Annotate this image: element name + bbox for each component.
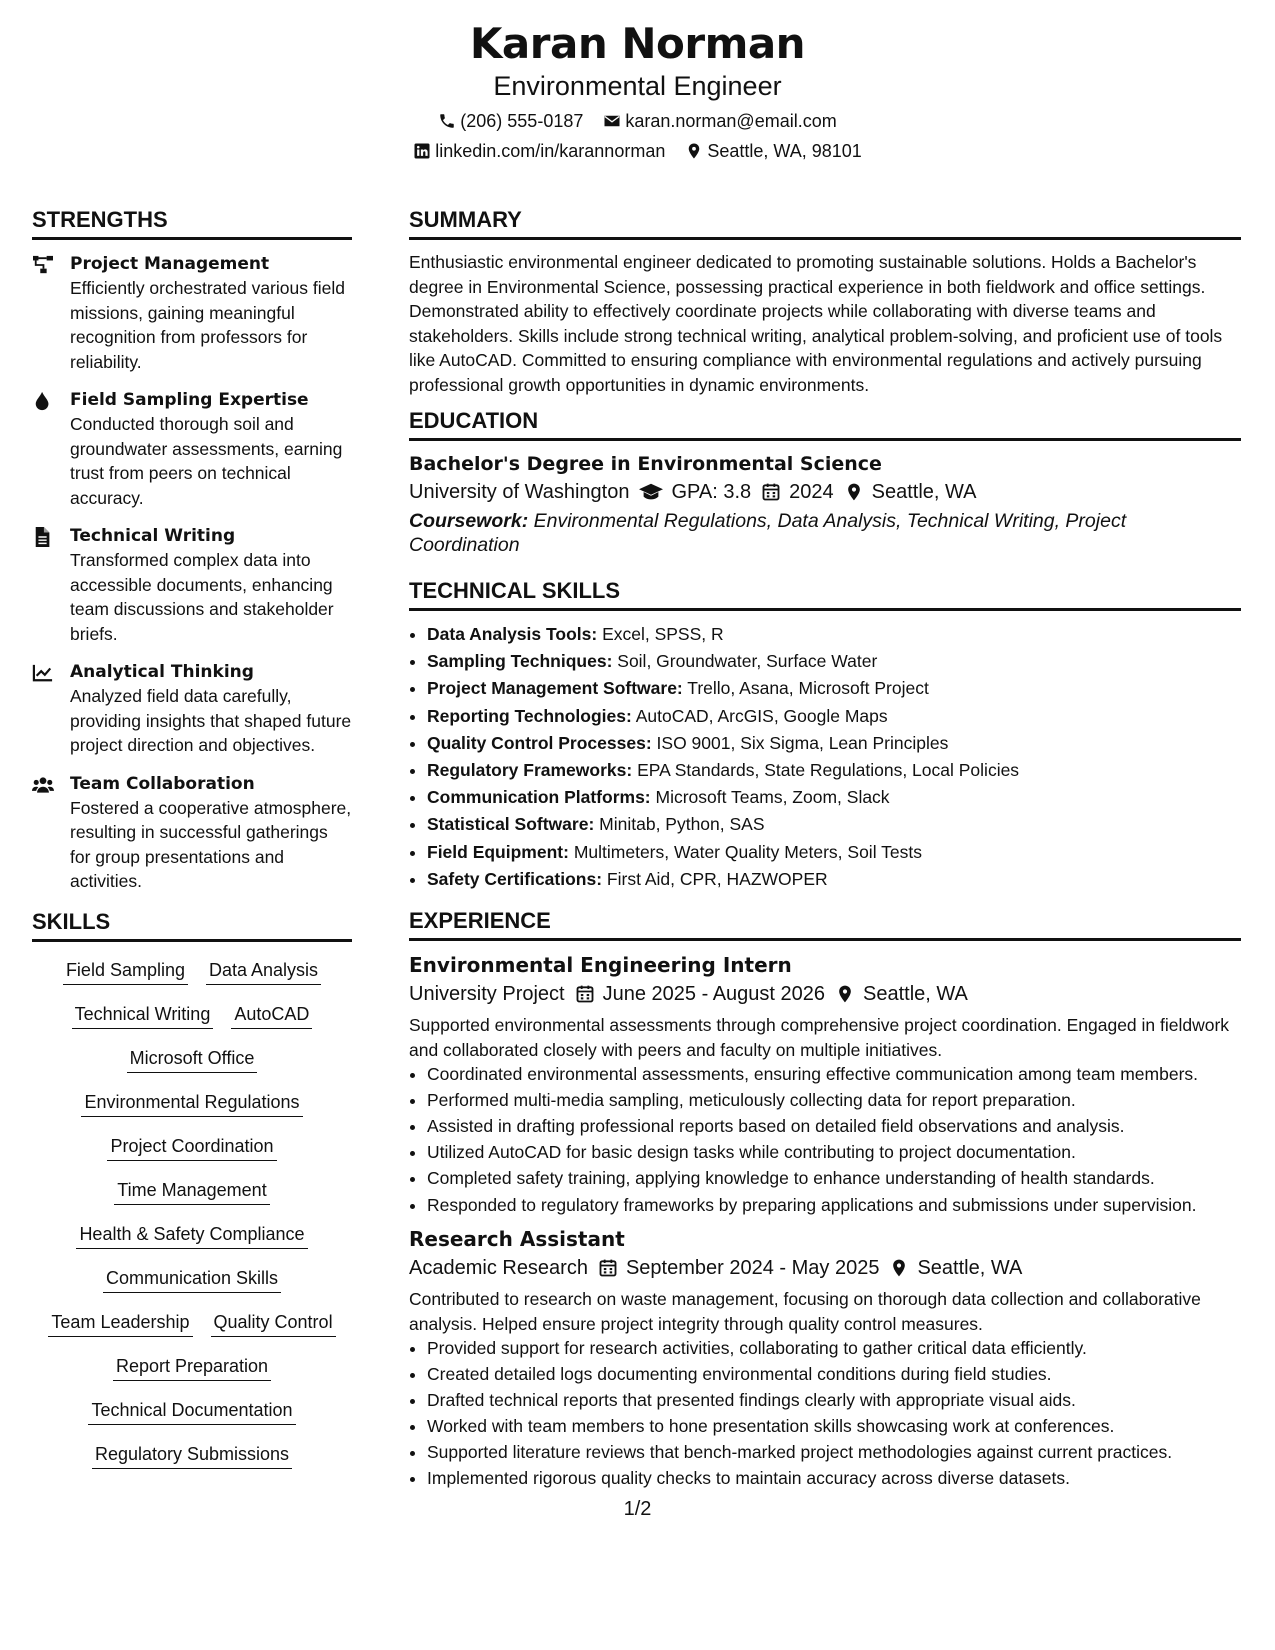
strength-title: Analytical Thinking: [70, 662, 254, 682]
job-org: University Project: [409, 983, 565, 1006]
strength-desc: Analyzed field data carefully, providing insights that shaped future project direction and objectives.: [70, 686, 352, 755]
strength-item: [32, 252, 352, 374]
left-column: [32, 206, 352, 1486]
users-icon: [32, 775, 54, 795]
tech-skill-item: [427, 621, 1241, 648]
job-entry: [409, 1225, 1241, 1491]
job-bullet: • Assisted in drafting professional reports based on detailed field observations and analysis.: [427, 1114, 1241, 1139]
contact-row-1: [0, 109, 1275, 133]
linkedin-contact[interactable]: [413, 139, 665, 163]
job-bullet: • Coordinated environmental assessments, ensuring effective communication among team members.: [427, 1062, 1241, 1087]
job-bullet: • Utilized AutoCAD for basic design tasks while contributing to project documentation.: [427, 1140, 1241, 1165]
skill-tag: Technical Documentation: [88, 1398, 295, 1425]
strength-title: Technical Writing: [70, 526, 236, 546]
graduation-cap-icon: [639, 482, 663, 502]
school-name: University of Washington: [409, 481, 630, 503]
email-text[interactable]: karan.norman@email.com: [625, 111, 837, 131]
tech-skill-value: Trello, Asana, Microsoft Project: [687, 678, 929, 699]
summary-text: Enthusiastic environmental engineer dedicated to promoting sustainable solutions. Holds a Bachelor's degree in Environmental Science, possessing practical experience in both fieldwork and office settings. Demonstrated ability to effectively coordinate projects while collaborating with diverse teams and stakeholders. Skills include strong technical writing, analytical problem-solving, and proficient use of tools like AutoCAD. Committed to ensuring compliance with environmental regulations and actively pursuing professional growth opportunities in dynamic environments.: [409, 252, 1223, 395]
job-description: Contributed to research on waste management, focusing on thorough data collection and collaborative analysis. Helped ensure project integrity through quality control measures.: [409, 1289, 1201, 1334]
job-org: Academic Research: [409, 1257, 588, 1279]
strength-item: [32, 660, 352, 758]
right-column: [409, 206, 1241, 1493]
job-bullet: • Provided support for research activities, collaborating to gather critical data efficiently.: [427, 1336, 1241, 1361]
tech-skill-label: Sampling Techniques:: [427, 651, 613, 672]
tech-skill-value: Multimeters, Water Quality Meters, Soil Tests: [573, 841, 922, 862]
linkedin-text[interactable]: linkedin.com/in/karannorman: [435, 141, 666, 161]
map-pin-icon: [685, 142, 703, 160]
job-location: Seattle, WA: [863, 983, 968, 1006]
tech-skill-value: Microsoft Teams, Zoom, Slack: [655, 787, 890, 808]
strength-item: [32, 772, 352, 894]
job-bullet: • Worked with team members to hone presentation skills showcasing work at conferences.: [427, 1414, 1241, 1439]
sitemap-icon: [32, 255, 54, 275]
tech-skill-label: Safety Certifications:: [427, 868, 603, 889]
job-meta: [409, 979, 1241, 1009]
tech-skill-label: Reporting Technologies:: [427, 705, 632, 726]
coursework-label: Coursework:: [409, 510, 529, 532]
tech-skill-label: Data Analysis Tools:: [427, 624, 598, 644]
skill-tag: Technical Writing: [72, 1002, 214, 1029]
tech-skill-value: First Aid, CPR, HAZWOPER: [606, 868, 828, 889]
strength-item: [32, 524, 352, 646]
tech-skill-item: [427, 675, 1241, 702]
strengths-list: [32, 250, 352, 894]
phone-text: (206) 555-0187: [460, 111, 584, 131]
strength-desc: Transformed complex data into accessible documents, enhancing team discussions and stakeholder briefs.: [70, 550, 334, 644]
tech-skill-item: [427, 648, 1241, 675]
skill-tag: Team Leadership: [48, 1310, 192, 1337]
page-number: 1/2: [623, 1498, 652, 1520]
location-text: Seattle, WA, 98101: [707, 141, 862, 161]
strength-item: [32, 388, 352, 510]
skill-tag: Health & Safety Compliance: [76, 1222, 307, 1249]
job-bullet: • Drafted technical reports that presented findings clearly with appropriate visual aids.: [427, 1388, 1241, 1413]
chart-line-icon: [32, 663, 54, 683]
coursework-list: Environmental Regulations, Data Analysis, Technical Writing, Project Coordination: [409, 510, 1127, 556]
envelope-icon: [603, 112, 621, 130]
strength-desc: Fostered a cooperative atmosphere, resulting in successful gatherings for group presentations and activities.: [70, 797, 352, 891]
education-meta: [409, 477, 1241, 507]
skill-tag: Project Coordination: [107, 1134, 276, 1161]
job-bullet: • Completed safety training, applying knowledge to enhance understanding of health standards.: [427, 1166, 1241, 1191]
gpa-text: GPA: 3.8: [671, 481, 752, 503]
skill-tag: Microsoft Office: [127, 1046, 258, 1073]
strengths-heading: STRENGTHS: [32, 206, 352, 240]
tech-skill-item: [427, 811, 1241, 838]
tech-skill-value: Minitab, Python, SAS: [599, 814, 765, 835]
skill-tag: Communication Skills: [103, 1266, 281, 1293]
tech-skill-label: Quality Control Processes:: [427, 732, 652, 753]
tech-skill-item: [427, 866, 1241, 893]
tech-skill-label: Regulatory Frameworks:: [427, 760, 633, 781]
location-contact: [685, 139, 861, 163]
skill-tag: Data Analysis: [206, 958, 321, 985]
tech-skill-value: ISO 9001, Six Sigma, Lean Principles: [656, 732, 949, 753]
droplet-icon: [32, 391, 54, 411]
strength-title: Project Management: [70, 254, 270, 274]
linkedin-icon: [413, 142, 431, 160]
job-title: Research Assistant: [409, 1227, 625, 1251]
skills-list: [32, 952, 352, 1469]
job-meta: [409, 1253, 1241, 1283]
job-bullets: [409, 1062, 1241, 1217]
tech-skill-label: Project Management Software:: [427, 678, 683, 699]
calendar-icon: [598, 1258, 618, 1278]
job-bullet: • Created detailed logs documenting environmental conditions during field studies.: [427, 1362, 1241, 1387]
strength-title: Field Sampling Expertise: [70, 390, 309, 410]
skills-heading: SKILLS: [32, 908, 352, 942]
coursework: [409, 509, 1241, 557]
document-icon: [32, 527, 54, 547]
degree-name: Bachelor's Degree in Environmental Science: [409, 453, 882, 475]
tech-skill-label: Field Equipment:: [427, 841, 569, 862]
candidate-name: Karan Norman: [469, 19, 806, 68]
skill-tag: Environmental Regulations: [81, 1090, 302, 1117]
graduation-year: 2024: [789, 481, 834, 503]
job-bullet: • Responded to regulatory frameworks by preparing applications and submissions under supervision.: [427, 1193, 1241, 1218]
email-contact[interactable]: [603, 109, 836, 133]
calendar-icon: [761, 482, 781, 502]
tech-skill-value: Soil, Groundwater, Surface Water: [617, 651, 878, 672]
map-pin-icon: [835, 984, 855, 1004]
tech-skill-item: [427, 757, 1241, 784]
technical-skills-list: [409, 621, 1241, 893]
job-location: Seattle, WA: [917, 1257, 1023, 1279]
tech-skill-value: Excel, SPSS, R: [602, 624, 724, 644]
resume-header: [0, 18, 1275, 163]
skill-tag: Regulatory Submissions: [92, 1442, 292, 1469]
tech-skill-item: [427, 784, 1241, 811]
job-bullets: [409, 1336, 1241, 1491]
job-dates: June 2025 - August 2026: [602, 983, 826, 1006]
skill-tag: Report Preparation: [113, 1354, 271, 1381]
strength-desc: Conducted thorough soil and groundwater assessments, earning trust from peers on technical accuracy.: [70, 414, 343, 508]
tech-skill-value: AutoCAD, ArcGIS, Google Maps: [635, 705, 888, 726]
job-description: Supported environmental assessments through comprehensive project coordination. Engaged in fieldwork and collaborated closely with peers and faculty on multiple initiatives.: [409, 1015, 1230, 1060]
job-bullet: • Performed multi-media sampling, meticulously collecting data for report preparation.: [427, 1088, 1241, 1113]
job-entry: [409, 951, 1241, 1217]
skill-tag: Time Management: [114, 1178, 269, 1205]
tech-skill-value: EPA Standards, State Regulations, Local Policies: [637, 760, 1020, 781]
skill-tag: Quality Control: [211, 1310, 336, 1337]
skill-tag: Field Sampling: [63, 958, 188, 985]
phone-icon: [438, 112, 456, 130]
tech-skill-label: Communication Platforms:: [427, 787, 651, 808]
phone-contact: [438, 109, 583, 133]
job-title: Environmental Engineering Intern: [409, 953, 792, 978]
education-location: Seattle, WA: [871, 481, 977, 503]
candidate-title: Environmental Engineer: [493, 71, 782, 101]
skill-tag: AutoCAD: [231, 1002, 312, 1029]
job-dates: September 2024 - May 2025: [625, 1257, 880, 1279]
tech-skill-item: [427, 730, 1241, 757]
tech-skill-item: [427, 839, 1241, 866]
calendar-icon: [575, 984, 595, 1004]
summary-heading: SUMMARY: [409, 206, 1241, 240]
map-pin-icon: [889, 1258, 909, 1278]
technical-skills-heading: TECHNICAL SKILLS: [409, 577, 1241, 611]
map-pin-icon: [844, 482, 864, 502]
contact-row-2: [0, 139, 1275, 163]
tech-skill-item: [427, 703, 1241, 730]
job-bullet: • Supported literature reviews that bench-marked project methodologies against current practices.: [427, 1440, 1241, 1465]
tech-skill-label: Statistical Software:: [427, 814, 595, 835]
education-heading: EDUCATION: [409, 407, 1241, 441]
strength-desc: Efficiently orchestrated various field missions, gaining meaningful recognition from professors for reliability.: [70, 278, 345, 372]
strength-title: Team Collaboration: [70, 773, 255, 794]
experience-heading: EXPERIENCE: [409, 907, 1241, 941]
job-bullet: • Implemented rigorous quality checks to maintain accuracy across diverse datasets.: [427, 1466, 1241, 1491]
